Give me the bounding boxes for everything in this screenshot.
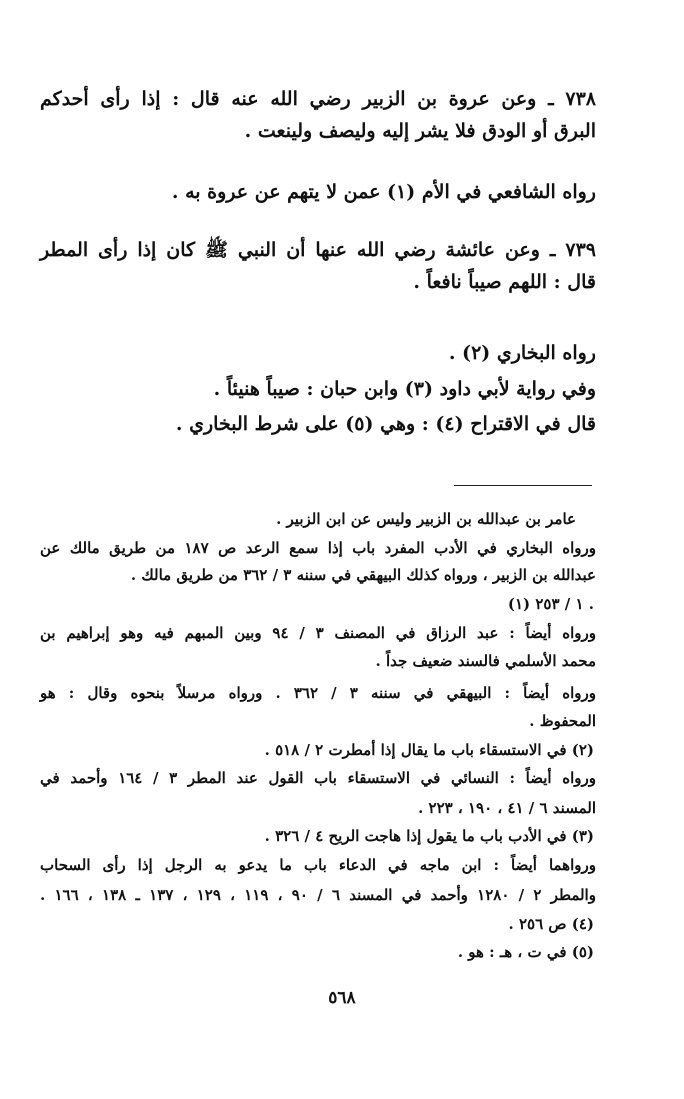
footnote-continuation-line: عبدالله بن الزبير ، ورواه كذلك البيهقي في سننه ٣ / ٣٦٢ من طريق مالك . [130,566,596,584]
footnote-2-line: المسند ٦ / ٤١ ، ١٩٠ ، ٢٢٣ . [418,799,596,817]
hadith-739-line-2: قال : اللهم صيباً نافعاً . [413,271,596,293]
footnote-continuation-line: عامر بن عبدالله بن الزبير وليس عن ابن الزبير . [276,510,576,528]
hadith-738-source: رواه الشافعي في الأم (١) عمن لا يتهم عن عروة به . [171,181,596,203]
footnote-3: (٣) في الأدب باب ما يقول إذا هاجت الريح ٤ / ٣٢٦ . [264,827,594,845]
footnote-1-line: محمد الأسلمي فالسند ضعيف جداً . [375,652,596,670]
hadith-739-line-1: ٧٣٩ ـ وعن عائشة رضي الله عنها أن النبي ﷺ كان إذا رأى المطر [40,239,596,261]
footnote-3-line: والمطر ٢ / ١٢٨٠ وأحمد في المسند ٦ / ٩٠ ، ١١٩ ، ١٢٩ ، ١٣٧ ـ ١٣٨ ، ١٦٦ . [40,886,596,904]
hadith-739-iqtirah-note: قال في الاقتراح (٤) : وهي (٥) على شرط البخاري . [175,413,596,435]
footnote-2-line: ورواه أيضاً : النسائي في الاستسقاء باب القول عند المطر ٣ / ١٦٤ وأحمد في [40,769,596,787]
hadith-738-line-2: البرق أو الودق فلا يشر إليه وليصف ولينعت . [244,120,596,142]
hadith-738-line-1: ٧٣٨ ـ وعن عروة بن الزبير رضي الله عنه قال : إذا رأى أحدكم [40,88,596,110]
hadith-739-other-narration: وفي رواية لأبي داود (٣) وابن حبان : صيباً هنيئاً . [213,378,596,400]
page-number: ٥٦٨ [328,988,356,1008]
footnote-separator [454,485,592,486]
footnote-1-line: المحفوظ . [529,712,596,730]
footnote-4: (٤) ص ٢٥٦ . [508,915,594,933]
footnote-2: (٢) في الاستسقاء باب ما يقال إذا أمطرت ٢ / ٥١٨ . [264,741,594,759]
footnote-1-line: ورواه أيضاً : البيهقي في سننه ٣ / ٣٦٢ . ورواه مرسلاً بنحوه وقال : هو [40,684,596,702]
footnote-5: (٥) في ت ، هـ : هو . [457,943,594,961]
footnote-3-line: ورواهما أيضاً : ابن ماجه في الدعاء باب ما يدعو به الرجل إذا رأى السحاب [40,856,596,874]
hadith-739-source-bukhari: رواه البخاري (٢) . [448,342,596,364]
footnote-continuation-line: ورواه البخاري في الأدب المفرد باب إذا سمع الرعد ص ١٨٧ من طريق مالك عن [40,539,596,557]
footnote-1-line: ورواه أيضاً : عبد الرزاق في المصنف ٣ / ٩٤ وبين المبهم فيه وهو إبراهيم بن [40,624,596,642]
footnote-1: (١) ١ / ٢٥٣ . [507,595,594,613]
